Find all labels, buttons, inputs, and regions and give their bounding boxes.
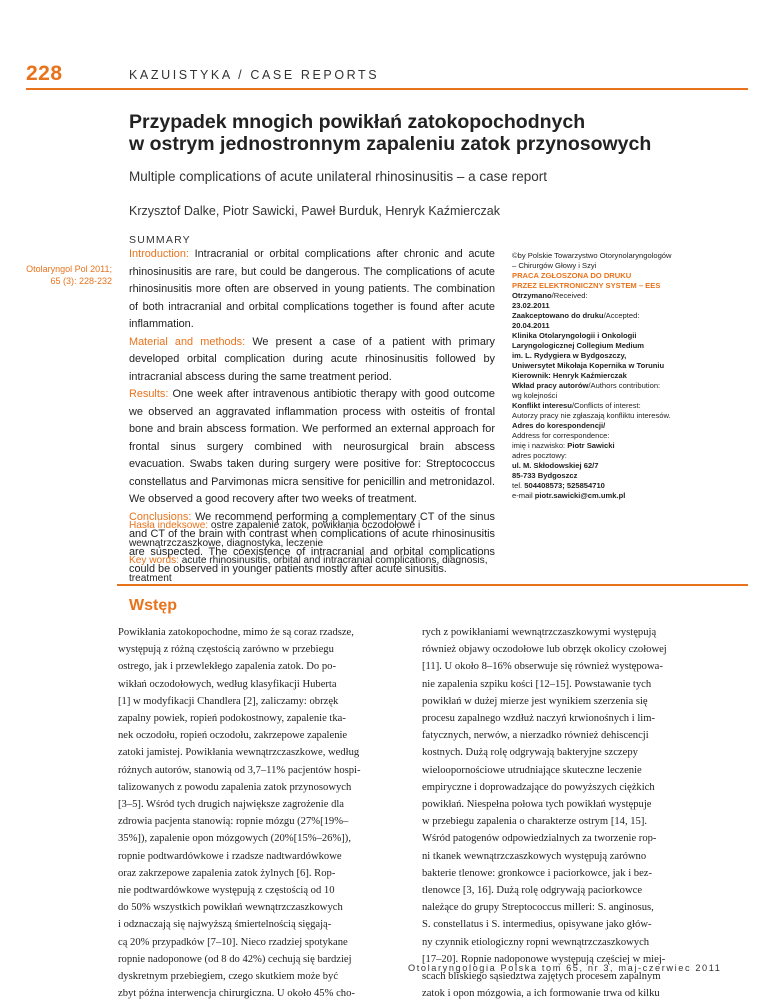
keywords-polish <box>129 517 497 552</box>
section-rule <box>117 584 748 586</box>
received-date: 23.02.2011 <box>512 301 550 310</box>
body-text-line: do 50% wszystkich powikłań wewnątrzczaszkowych <box>118 902 343 914</box>
body-text-line: występują z różną częstością zarówno w przebiegu <box>118 644 334 656</box>
title-line-2: w ostrym jednostronnym zapaleniu zatok przynosowych <box>129 133 652 155</box>
conclusions-text: We recommend performing a complementary CT of the sinus and CT of the brain with contrast when complications of acute rhinosinusitis are suspected. The coexistence of intracranial and orbital complications could be observed in younger patients mostly after acute sinusitis. <box>129 510 495 575</box>
body-text-line: nie podtwardówkowe występują z częstością od 10 <box>118 885 335 897</box>
department-head: Kierownik: Henryk Kaźmierczak <box>512 371 627 380</box>
conflict-label: Konflikt interesu <box>512 401 572 410</box>
methods-label: Material and methods: <box>129 335 246 348</box>
summary-heading: SUMMARY <box>129 234 191 246</box>
email-value[interactable]: piotr.sawicki@cm.umk.pl <box>534 491 626 500</box>
pl-keywords-text: ostre zapalenie zatok, powikłania oczodołowe i wewnątrzczaszkowe, diagnostyka, leczenie <box>129 520 421 549</box>
clinic-line-2: Laryngologicznej Collegium Medium <box>512 341 645 350</box>
body-text-line: 35%]), zapalenie opon mózgowych (20%[15%–26%]), <box>118 833 351 845</box>
contribution-label: Wkład pracy autorów <box>512 381 589 390</box>
body-text-line: Powikłania zatokopochodne, mimo że są coraz rzadsze, <box>118 627 354 638</box>
body-text-line: zapalny powiek, ropień podokostnowy, zapalenie tka- <box>118 713 346 725</box>
results-label: Results: <box>129 388 169 400</box>
body-text-line: zatoki jamistej. Powikłania wewnątrzczaszkowe, według <box>118 747 360 759</box>
contribution-value: wg kolejności <box>512 391 558 400</box>
body-text-line: nek oczodołu, ropień oczodołu, zakrzepowe zapalenie <box>118 730 348 742</box>
body-text-line: fatycznych, nerwów, a nierzadko również dehiscencji <box>422 730 649 742</box>
body-text-line: ropnie podtwardówkowe i rzadsze nadtwardówkowe <box>118 850 342 862</box>
header-rule <box>26 88 748 90</box>
body-text-line: empiryczne i doprowadzające do powyższych ciężkich <box>422 781 655 793</box>
journal-ref-line-2: 65 (3): 228-232 <box>50 276 112 286</box>
body-column-left <box>118 624 402 1002</box>
phone-label: tel. <box>512 481 525 490</box>
authors: Krzysztof Dalke, Piotr Sawicki, Paweł Burduk, Henryk Kaźmierczak <box>129 204 500 218</box>
body-text-line: Wśród patogenów odpowiedzialnych za tworzenie rop- <box>422 833 657 845</box>
contribution-en: /Authors contribution: <box>588 381 661 390</box>
body-text-line: procesu zapalnego wzdłuż naczyń krwionośnych i lim- <box>422 713 655 725</box>
clinic-line-3: im. L. Rydygiera w Bydgoszczy, <box>512 351 627 360</box>
ees-line-1: PRACA ZGŁOSZONA DO DRUKU <box>512 271 632 280</box>
introduction-heading: Wstęp <box>129 597 177 614</box>
body-text-line: ny czynnik etiologiczny ropni wewnątrzczaszkowych <box>422 936 650 948</box>
conflict-row <box>512 401 708 411</box>
body-text-line: nie zapalenia szpiku kości [12–15]. Powstawanie tych <box>422 678 652 690</box>
accepted-label: Zaakceptowano do druku <box>512 311 604 320</box>
abstract-methods <box>129 334 495 387</box>
accepted-row <box>512 311 708 321</box>
body-text-line: kostnych. Dużą rolę odgrywają bakteryjne szczepy <box>422 747 638 759</box>
body-text-line: talizowanych z powodu zapalenia zatok przynosowych <box>118 781 352 793</box>
body-text-line: powikłań w dużej mierze jest wynikiem szerzenia się <box>422 695 648 707</box>
name-row <box>512 441 708 451</box>
copyright-line-1: ©by Polskie Towarzystwo Otorynolaryngologów <box>512 251 672 260</box>
body-text-line: zdrowia pacjenta stanowią: ropnie mózgu (27%[19%– <box>118 816 349 828</box>
body-text-line: [11]. U około 8–16% obserwuje się również występowa- <box>422 661 663 673</box>
section-label: KAZUISTYKA / CASE REPORTS <box>129 68 380 82</box>
accepted-en: /Accepted: <box>603 311 640 320</box>
correspondence-en: Address for correspondence: <box>512 431 610 440</box>
body-text-line: rych z powikłaniami wewnątrzczaszkowymi występują <box>422 627 657 638</box>
body-text-line: i odznaczają się najwyższą śmiertelnością sięgają- <box>118 919 332 931</box>
article-title <box>129 111 729 155</box>
received-row <box>512 291 708 301</box>
page-number: 228 <box>26 62 63 85</box>
body-text-line: [1] w modyfikacji Chandlera [2], zaliczamy: obrzęk <box>118 695 339 707</box>
correspondence-label: Adres do korespondencji/ <box>512 421 606 430</box>
clinic-line-1: Klinika Otolaryngologii i Onkologii <box>512 331 637 340</box>
received-label: Otrzymano <box>512 291 552 300</box>
en-keywords-text: acute rhinosinusitis, orbital and intracranial complications, diagnosis, treatment <box>129 555 488 584</box>
address-city: 85-733 Bydgoszcz <box>512 471 578 480</box>
body-text-line: [17–20]. Ropnie nadoponowe występują częściej w miej- <box>422 953 666 965</box>
article-subtitle: Multiple complications of acute unilateral rhinosinusitis – a case report <box>129 169 547 184</box>
intro-text: Intracranial or orbital complications after chronic and acute rhinosinusitis are rare, but could be dangerous. The complications of acute rhinosinusitis more often are observed in young patients. The combination of both intracranial and orbital complications together is found after acute inflammation. <box>129 248 495 330</box>
article-info <box>512 251 708 501</box>
conflict-value: Autorzy pracy nie zgłaszają konfliktu interesów. <box>512 411 671 420</box>
body-text-line: zatok i opon mózgowia, a ich formowanie trwa od kilku <box>422 988 660 1000</box>
copyright-line-2: – Chirurgów Głowy i Szyi <box>512 261 597 270</box>
accepted-date: 20.04.2011 <box>512 321 550 330</box>
body-text-line: S. constellatus i S. intermedius, opisywane jako głów- <box>422 919 652 931</box>
clinic-line-4: Uniwersytet Mikołaja Kopernika w Toruniu <box>512 361 665 370</box>
email-row <box>512 491 708 501</box>
body-text-line: wikłań oczodołowych, według klasyfikacji Huberta <box>118 678 337 690</box>
ees-line-2: PRZEZ ELEKTRONICZNY SYSTEM – EES <box>512 281 661 290</box>
body-text-line: oraz zakrzepowe zapalenia zatok żylnych [6]. Rop- <box>118 867 336 879</box>
conflict-en: /Conflicts of interest: <box>571 401 641 410</box>
body-text-line: wieloopornościowe utrudniające skuteczne leczenie <box>422 764 642 776</box>
conclusions-label: Conclusions: <box>129 510 192 523</box>
body-text-line: zbyt późna interwencja chirurgiczna. U około 45% cho- <box>118 988 355 1000</box>
body-text-line: ropnie nadoponowe (od 8 do 42%) cechują się bardziej <box>118 953 352 965</box>
received-en: /Received: <box>551 291 588 300</box>
abstract-results <box>129 386 495 509</box>
page-footer: Otolaryngologia Polska tom 65, nr 3, maj-czerwiec 2011 <box>408 963 722 973</box>
name-label: imię i nazwisko: <box>512 441 568 450</box>
title-line-1: Przypadek mnogich powikłań zatokopochodnych <box>129 111 586 133</box>
body-text-line: powikłań. Niespełna połowa tych powikłań występuje <box>422 799 652 811</box>
phone-value: 504408573; 525854710 <box>524 481 605 490</box>
body-text-line: cą 20% przypadków [7–10]. Nieco rzadziej spotykane <box>118 936 348 948</box>
keywords-english <box>129 552 497 587</box>
en-keywords-label: Key words: <box>129 555 179 566</box>
intro-label: Introduction: <box>129 248 189 260</box>
pl-keywords-label: Hasła indeksowe: <box>129 520 209 531</box>
body-text-line: również objawy oczodołowe lub obrzęk okolicy czołowej <box>422 644 667 656</box>
email-label: e-mail <box>512 491 535 500</box>
body-text-line: dyskretnym przebiegiem, czego skutkiem może być <box>118 971 339 983</box>
body-text-line: różnych autorów, stanowią od 3,7–11% pacjentów hospi- <box>118 764 361 776</box>
body-column-right <box>422 624 706 1002</box>
methods-text: We present a case of a patient with primary developed orbital complication during acute rhinosinusitis followed by intracranial abscess during the same treatment period. <box>129 335 495 383</box>
results-text: One week after intravenous antibiotic therapy with good outcome we observed an aggravated inflammation process with osteitis of frontal bone and brain abscess formation. We performed an external approach for frontal sinus surgery combined with neurosurgical brain abscess evacuation. Swabs taken during surgery were positive for: Streptococcus constellatus and Parvimonas micra sensitive for penicillin and metronidazol. We observed a good recovery after two weeks of treatment. <box>129 388 495 505</box>
body-text-line: ni tkanek wewnątrzczaszkowych występują zarówno <box>422 850 647 862</box>
address-street: ul. M. Skłodowskiej 62/7 <box>512 461 599 470</box>
body-text-line: ostrego, jak i przewlekłego zapalenia zatok. Do po- <box>118 661 336 673</box>
contribution-row <box>512 381 708 391</box>
body-text-line: bakterie tlenowe: gronkowce i paciorkowce, jak i bez- <box>422 867 653 879</box>
body-text-line: należące do grupy Streptococcus milleri: S. anginosus, <box>422 902 654 914</box>
body-text-line: scach bliskiego sąsiedztwa zajętych procesem zapalnym <box>422 971 661 983</box>
abstract-introduction <box>129 246 495 334</box>
body-text-line: w przebiegu zapalenia o charakterze ostrym [14, 15]. <box>422 816 648 828</box>
phone-row <box>512 481 708 491</box>
body-text-line: [3–5]. Wśród tych drugich największe zagrożenie dla <box>118 799 345 811</box>
body-text-line: tlenowce [3, 16]. Dużą rolę odgrywają paciorkowce <box>422 885 643 897</box>
journal-reference <box>22 263 112 287</box>
keywords <box>129 517 497 587</box>
name-value: Piotr Sawicki <box>567 441 615 450</box>
journal-ref-line-1: Otolaryngol Pol 2011; <box>26 264 112 274</box>
address-label: adres pocztowy: <box>512 451 567 460</box>
